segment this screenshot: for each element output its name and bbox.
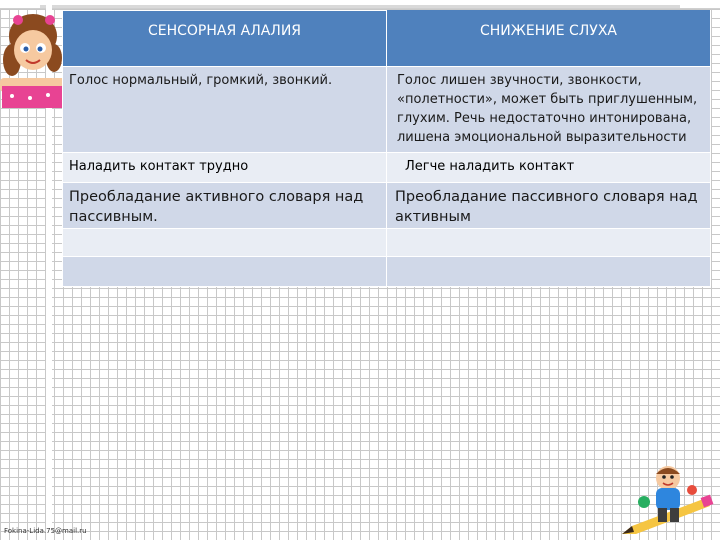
header-sensory-alalia: СЕНСОРНАЯ АЛАЛИЯ [63,11,387,67]
cell-contact-alalia: Наладить контакт трудно [63,153,387,183]
table-row [63,67,711,153]
header-hearing-loss: СНИЖЕНИЕ СЛУХА [387,11,711,67]
girl-clipart [0,0,70,110]
cell-vocabulary-alalia: Преобладание активного словаря над пассивным. [63,183,387,229]
kid-with-pencil-clipart [618,462,718,540]
cell-contact-hearing: Легче наладить контакт [387,153,711,183]
cell-empty [63,257,387,287]
cell-voice-hearing: Голос лишен звучности, звонкости, «полетности», может быть приглушенным, глухим. Речь недостаточно интонирована, лишена эмоциональной выразительности [387,67,711,153]
top-strip [0,0,720,9]
cell-empty [63,229,387,257]
cell-voice-alalia: Голос нормальный, громкий, звонкий. [63,67,387,153]
cell-empty [387,229,711,257]
cell-empty [387,257,711,287]
table-row [63,183,711,229]
table-row [63,153,711,183]
footer-email: Fokina-Lida.75@mail.ru [4,527,87,535]
cell-vocabulary-hearing: Преобладание пассивного словаря над активным [387,183,711,229]
table-header-row [63,11,711,67]
comparison-table [62,10,711,287]
table-row [63,257,711,287]
table-row [63,229,711,257]
